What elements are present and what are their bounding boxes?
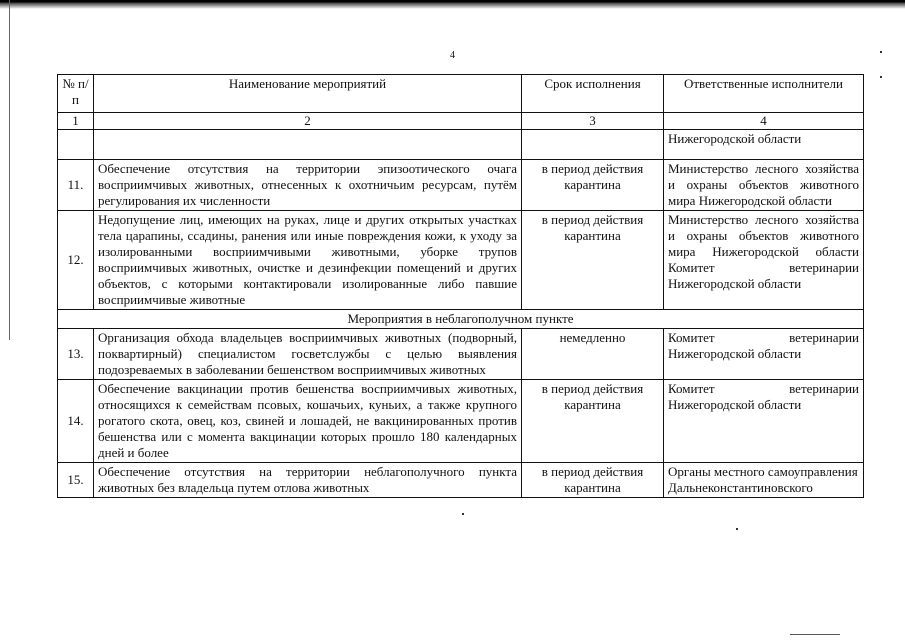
table-header-row: [58, 75, 864, 113]
term-cell: в период действия карантина: [522, 211, 664, 310]
executors-cell: Комитет ветеринарии Нижегородской области: [664, 329, 864, 380]
column-number: 4: [664, 113, 864, 130]
executors-cell: Органы местного самоуправления Дальнеконстантиновского: [664, 463, 864, 498]
term-cell: немедленно: [522, 329, 664, 380]
section-title: Мероприятия в неблагополучном пункте: [58, 310, 864, 329]
table-row: [58, 329, 864, 380]
measure-cell: Организация обхода владельцев восприимчивых животных (подворный, поквартирный) специалистом госветслужбы с целью выявления подозреваемых в заболевании бешенством восприимчивых животных: [94, 329, 522, 380]
scan-speck: [462, 513, 464, 515]
scan-speck: [880, 76, 882, 78]
measure-cell: Обеспечение вакцинации против бешенства восприимчивых животных, относящихся к семействам псовых, кошачьих, куньих, а также крупного рогатого скота, овец, коз, свиней и лошадей, не вакцинированных против бешенства или с момента вакцинации которых прошло 180 календарных дней и более: [94, 380, 522, 463]
page-number: 4: [450, 50, 455, 61]
row-number: 15.: [58, 463, 94, 498]
header-executors: Ответственные исполнители: [664, 75, 864, 113]
column-number: 2: [94, 113, 522, 130]
measures-table: [57, 74, 864, 498]
table-row: [58, 211, 864, 310]
executors-cell: Министерство лесного хозяйства и охраны объектов животного мира Нижегородской области Комитет ветеринарии Нижегородской области: [664, 211, 864, 310]
table-row: [58, 463, 864, 498]
term-cell: в период действия карантина: [522, 463, 664, 498]
section-header-row: [58, 310, 864, 329]
table-row: [58, 160, 864, 211]
executors-cell: Министерство лесного хозяйства и охраны объектов животного мира Нижегородской области: [664, 160, 864, 211]
table-row: [58, 380, 864, 463]
header-measure: Наименование мероприятий: [94, 75, 522, 113]
column-number: 3: [522, 113, 664, 130]
row-number: 13.: [58, 329, 94, 380]
measure-cell: Обеспечение отсутствия на территории неблагополучного пункта животных без владельца путем отлова животных: [94, 463, 522, 498]
measure-cell: Обеспечение отсутствия на территории эпизоотического очага восприимчивых животных, отнесенных к охотничьим ресурсам, путём регулирования их численности: [94, 160, 522, 211]
executors-cell: Комитет ветеринарии Нижегородской области: [664, 380, 864, 463]
scan-speck: [736, 528, 738, 530]
column-number: 1: [58, 113, 94, 130]
scan-edge-line: [790, 634, 840, 635]
scan-edge-line: [0, 0, 905, 9]
header-term: Срок исполнения: [522, 75, 664, 113]
continuation-row: [58, 130, 864, 160]
row-number: 12.: [58, 211, 94, 310]
column-number-row: [58, 113, 864, 130]
row-number: 14.: [58, 380, 94, 463]
header-number: № п/п: [58, 75, 94, 113]
term-cell: в период действия карантина: [522, 160, 664, 211]
row-number: 11.: [58, 160, 94, 211]
measure-cell: Недопущение лиц, имеющих на руках, лице и других открытых участках тела царапины, ссадины, ранения или иные повреждения кожи, к уходу за изолированными восприимчивыми животными, уборке трупов восприимчивых животных, очистке и дезинфекции помещений и других объектов, с которыми контактировали изолированные либо павшие восприимчивые животные: [94, 211, 522, 310]
term-cell: в период действия карантина: [522, 380, 664, 463]
executors-cell: Нижегородской области: [664, 130, 864, 160]
